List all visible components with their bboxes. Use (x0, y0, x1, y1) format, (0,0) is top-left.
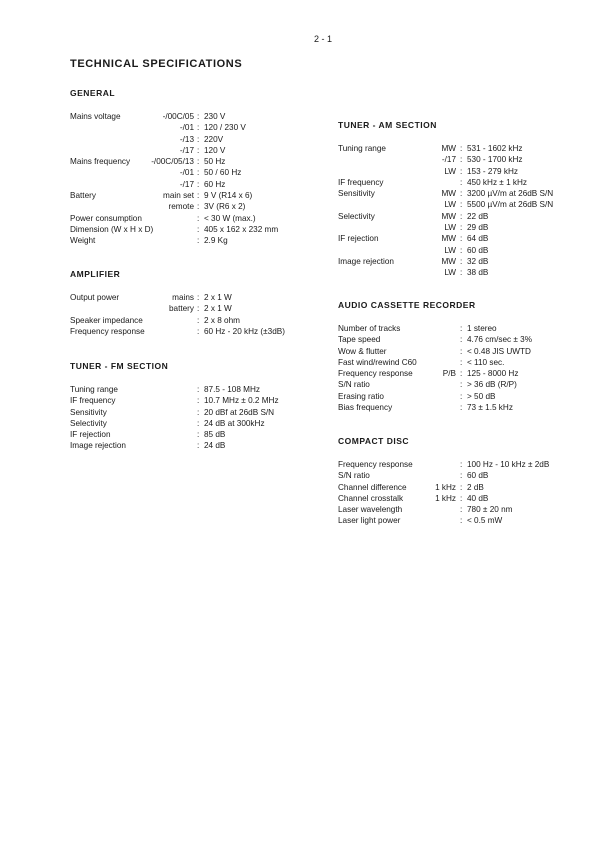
colon-separator: : (460, 460, 463, 469)
spec-row (70, 134, 320, 145)
section-heading: COMPACT DISC (338, 436, 410, 446)
spec-value: 38 dB (467, 268, 489, 278)
colon-separator: : (460, 268, 463, 278)
spec-row (70, 213, 320, 224)
spec-row (338, 245, 578, 256)
spec-row (338, 391, 578, 402)
spec-sublabel: -/01 (179, 168, 194, 178)
spec-row (70, 167, 320, 178)
spec-value: 405 x 162 x 232 mm (204, 224, 279, 234)
spec-row (338, 482, 578, 493)
colon-separator: : (460, 166, 463, 176)
spec-label: IF frequency (338, 177, 384, 187)
spec-value: 4.76 cm/sec ± 3% (467, 335, 533, 345)
spec-row (70, 315, 320, 326)
spec-row (70, 201, 320, 212)
colon-separator: : (460, 505, 463, 515)
spec-list (70, 292, 320, 337)
spec-sublabel: LW (444, 200, 456, 210)
colon-separator: : (460, 324, 463, 333)
spec-label: Channel difference (338, 482, 407, 492)
spec-row (70, 145, 320, 156)
spec-label: Channel crosstalk (338, 493, 404, 503)
spec-value: 24 dB (204, 441, 226, 451)
colon-separator: : (197, 236, 200, 246)
spec-row (338, 154, 578, 165)
section-tuner-am (338, 120, 578, 279)
spec-list (338, 459, 578, 527)
spec-row (338, 515, 578, 526)
spec-row (338, 188, 578, 199)
spec-value: 220V (204, 134, 224, 144)
spec-label: Tape speed (338, 335, 381, 345)
spec-value: 60 dB (467, 245, 489, 255)
spec-value: 9 V (R14 x 6) (204, 191, 253, 201)
spec-label: Sensitivity (70, 407, 107, 417)
spec-row (338, 177, 578, 188)
spec-row (70, 429, 320, 440)
spec-label: Selectivity (70, 418, 107, 428)
spec-row (338, 211, 578, 222)
colon-separator: : (197, 202, 200, 212)
spec-row (338, 199, 578, 210)
spec-value: > 50 dB (467, 391, 496, 401)
spec-sublabel: MW (441, 189, 456, 199)
spec-label: Bias frequency (338, 403, 393, 413)
spec-value: 120 V (204, 145, 226, 155)
spec-label: S/N ratio (338, 471, 370, 481)
colon-separator: : (197, 112, 200, 121)
colon-separator: : (460, 234, 463, 244)
spec-row (338, 459, 578, 470)
spec-value: 29 dB (467, 223, 489, 233)
spec-value: 531 - 1602 kHz (467, 144, 523, 153)
spec-sublabel: MW (441, 211, 456, 221)
section-heading: TUNER - FM SECTION (70, 361, 169, 371)
spec-label: Laser wavelength (338, 505, 403, 515)
colon-separator: : (197, 134, 200, 144)
spec-label: Mains frequency (70, 157, 131, 167)
spec-label: S/N ratio (338, 380, 370, 390)
spec-sublabel: P/B (442, 369, 456, 379)
spec-row (338, 166, 578, 177)
spec-value: 230 V (204, 112, 226, 121)
colon-separator: : (197, 168, 200, 178)
colon-separator: : (197, 191, 200, 201)
spec-value: 60 Hz (204, 179, 226, 189)
spec-value: 3V (R6 x 2) (204, 202, 246, 212)
colon-separator: : (197, 157, 200, 167)
spec-row (338, 504, 578, 515)
spec-value: 20 dBf at 26dB S/N (204, 407, 275, 417)
spec-label: Tuning range (338, 144, 386, 153)
spec-value: < 0.5 mW (467, 516, 503, 526)
spec-value: 40 dB (467, 493, 489, 503)
spec-list (70, 111, 320, 247)
spec-sublabel: -/17 (179, 179, 194, 189)
colon-separator: : (197, 145, 200, 155)
spec-label: Output power (70, 293, 120, 302)
spec-sublabel: MW (441, 256, 456, 266)
spec-sublabel: -/00C/05 (162, 112, 194, 121)
spec-row (70, 235, 320, 246)
spec-label: Number of tracks (338, 324, 401, 333)
colon-separator: : (460, 200, 463, 210)
spec-sublabel: LW (444, 223, 456, 233)
spec-sublabel: MW (441, 234, 456, 244)
colon-separator: : (460, 357, 463, 367)
spec-label: Wow & flutter (338, 346, 387, 356)
spec-list (338, 323, 578, 413)
spec-sublabel: 1 kHz (435, 493, 456, 503)
spec-sublabel: LW (444, 166, 456, 176)
spec-row (338, 334, 578, 345)
spec-value: 120 / 230 V (204, 123, 246, 133)
spec-value: 530 - 1700 kHz (467, 155, 523, 165)
spec-value: 100 Hz - 10 kHz ± 2dB (467, 460, 550, 469)
spec-value: 50 / 60 Hz (204, 168, 242, 178)
spec-row (70, 326, 320, 337)
section-heading: TUNER - AM SECTION (338, 120, 437, 130)
section-heading: AMPLIFIER (70, 269, 121, 279)
spec-row (70, 224, 320, 235)
spec-value: 1 stereo (467, 324, 497, 333)
spec-label: IF rejection (70, 430, 111, 440)
spec-row (338, 493, 578, 504)
spec-label: Frequency response (70, 326, 145, 336)
spec-value: < 30 W (max.) (204, 213, 256, 223)
spec-value: 450 kHz ± 1 kHz (467, 177, 528, 187)
spec-label: IF frequency (70, 396, 116, 406)
spec-value: 64 dB (467, 234, 489, 244)
colon-separator: : (197, 430, 200, 440)
spec-value: 2 x 1 W (204, 304, 232, 314)
colon-separator: : (197, 293, 200, 302)
spec-label: Image rejection (70, 441, 126, 451)
spec-row (338, 379, 578, 390)
spec-row (338, 256, 578, 267)
page-title: TECHNICAL SPECIFICATIONS (70, 58, 243, 70)
spec-value: 73 ± 1.5 kHz (467, 403, 513, 413)
spec-label: Dimension (W x H x D) (70, 224, 154, 234)
spec-sublabel: -/00C/05/13 (151, 157, 194, 167)
spec-row (338, 470, 578, 481)
spec-sublabel: -/01 (179, 123, 194, 133)
colon-separator: : (460, 177, 463, 187)
spec-label: Weight (70, 236, 96, 246)
colon-separator: : (197, 385, 200, 394)
colon-separator: : (460, 155, 463, 165)
spec-row (338, 368, 578, 379)
colon-separator: : (197, 441, 200, 451)
colon-separator: : (197, 407, 200, 417)
colon-separator: : (460, 144, 463, 153)
spec-value: 5500 µV/m at 26dB S/N (467, 200, 554, 210)
spec-row (338, 323, 578, 334)
spec-sublabel: LW (444, 245, 456, 255)
spec-row (338, 143, 578, 154)
spec-value: 10.7 MHz ± 0.2 MHz (204, 396, 279, 406)
colon-separator: : (197, 123, 200, 133)
section-heading: GENERAL (70, 88, 116, 98)
spec-label: Power consumption (70, 213, 142, 223)
colon-separator: : (460, 516, 463, 526)
spec-sublabel: main set (163, 191, 194, 201)
spec-row (70, 384, 320, 395)
spec-value: 60 Hz - 20 kHz (±3dB) (204, 326, 285, 336)
spec-value: 3200 µV/m at 26dB S/N (467, 189, 554, 199)
spec-row (70, 395, 320, 406)
spec-label: Tuning range (70, 385, 118, 394)
colon-separator: : (460, 493, 463, 503)
spec-value: 60 dB (467, 471, 489, 481)
spec-value: 85 dB (204, 430, 226, 440)
spec-value: < 110 sec. (467, 357, 505, 367)
spec-row (70, 111, 320, 122)
spec-value: 125 - 8000 Hz (467, 369, 519, 379)
spec-row (70, 418, 320, 429)
spec-value: 24 dB at 300kHz (204, 418, 265, 428)
spec-row (338, 233, 578, 244)
colon-separator: : (460, 245, 463, 255)
spec-row (70, 292, 320, 303)
colon-separator: : (460, 335, 463, 345)
colon-separator: : (197, 326, 200, 336)
colon-separator: : (197, 179, 200, 189)
spec-list (70, 384, 320, 452)
spec-value: 32 dB (467, 256, 489, 266)
spec-value: 50 Hz (204, 157, 226, 167)
section-tuner-fm (70, 361, 320, 452)
spec-sublabel: mains (172, 293, 194, 302)
spec-row (338, 222, 578, 233)
spec-row (70, 303, 320, 314)
spec-row (70, 440, 320, 451)
spec-sublabel: 1 kHz (435, 482, 456, 492)
colon-separator: : (460, 346, 463, 356)
colon-separator: : (460, 256, 463, 266)
spec-value: 153 - 279 kHz (467, 166, 518, 176)
spec-row (70, 190, 320, 201)
spec-label: Erasing ratio (338, 391, 384, 401)
spec-row (338, 267, 578, 278)
spec-label: Image rejection (338, 256, 394, 266)
spec-label: Frequency response (338, 369, 413, 379)
section-heading: AUDIO CASSETTE RECORDER (338, 300, 476, 310)
spec-sublabel: -/13 (179, 134, 194, 144)
spec-sublabel: battery (168, 304, 194, 314)
spec-value: 22 dB (467, 211, 489, 221)
spec-label: Battery (70, 191, 96, 201)
spec-value: > 36 dB (R/P) (467, 380, 517, 390)
colon-separator: : (460, 380, 463, 390)
spec-label: Mains voltage (70, 112, 121, 121)
spec-label: Frequency response (338, 460, 413, 469)
colon-separator: : (460, 369, 463, 379)
section-amplifier (70, 269, 320, 337)
spec-value: 780 ± 20 nm (467, 505, 513, 515)
colon-separator: : (460, 211, 463, 221)
colon-separator: : (460, 391, 463, 401)
section-compact-disc (338, 436, 578, 527)
spec-row (70, 407, 320, 418)
spec-row (70, 179, 320, 190)
spec-label: Laser light power (338, 516, 401, 526)
spec-row (70, 156, 320, 167)
spec-label: Sensitivity (338, 189, 375, 199)
spec-sublabel: -/17 (179, 145, 194, 155)
spec-sublabel: -/17 (441, 155, 456, 165)
colon-separator: : (197, 213, 200, 223)
spec-sublabel: MW (441, 144, 456, 153)
page-number: 2 - 1 (314, 34, 333, 44)
spec-value: < 0.48 JIS UWTD (467, 346, 531, 356)
colon-separator: : (460, 223, 463, 233)
spec-label: Fast wind/rewind C60 (338, 357, 417, 367)
section-general (70, 88, 320, 247)
spec-sublabel: LW (444, 268, 456, 278)
colon-separator: : (460, 403, 463, 413)
colon-separator: : (197, 396, 200, 406)
spec-label: IF rejection (338, 234, 379, 244)
colon-separator: : (197, 418, 200, 428)
spec-value: 2.9 Kg (204, 236, 228, 246)
section-cassette (338, 300, 578, 413)
colon-separator: : (197, 304, 200, 314)
spec-value: 2 x 1 W (204, 293, 232, 302)
spec-sublabel: remote (168, 202, 194, 212)
spec-label: Speaker impedance (70, 315, 143, 325)
spec-value: 2 x 8 ohm (204, 315, 240, 325)
spec-row (338, 357, 578, 368)
spec-list (338, 143, 578, 279)
spec-label: Selectivity (338, 211, 375, 221)
colon-separator: : (460, 482, 463, 492)
spec-row (338, 402, 578, 413)
spec-row (70, 122, 320, 133)
colon-separator: : (460, 471, 463, 481)
spec-value: 2 dB (467, 482, 484, 492)
spec-value: 87.5 - 108 MHz (204, 385, 260, 394)
colon-separator: : (197, 315, 200, 325)
colon-separator: : (460, 189, 463, 199)
spec-row (338, 346, 578, 357)
colon-separator: : (197, 224, 200, 234)
